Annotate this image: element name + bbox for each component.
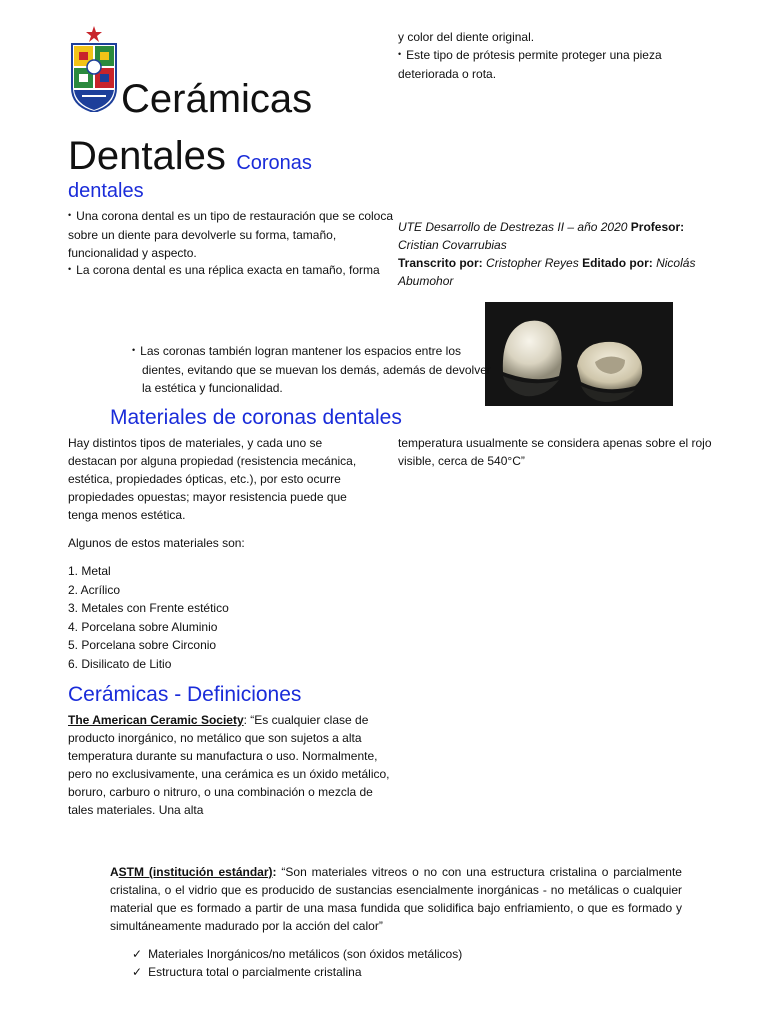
credit-edit: Nicolás Abumohor — [398, 256, 696, 288]
materials-paragraph: Hay distintos tipos de materiales, y cada uno se destacan por alguna propiedad (resistencia mecánica, estética, propiedades ópticas, etc.), por esto ocurre propiedades opuestas; mayor resistencia puede que tenga menos estética. — [68, 436, 357, 522]
astm-label: STM (institución estándar) — [118, 865, 273, 879]
intro-bullet-1: • Una corona dental es un tipo de restauración que se coloca sobre un diente para devolverle su forma, tamaño, funcionalidad y aspecto. — [68, 207, 396, 262]
definition-checklist — [132, 945, 462, 981]
materials-item: 2. Acrílico — [68, 582, 121, 597]
materials-item: 1. Metal — [68, 564, 111, 578]
credit-course: UTE Desarrollo de Destrezas II – año 2020 — [398, 220, 628, 234]
title-line1: Cerámicas — [121, 77, 313, 121]
materials-item: 4. Porcelana sobre Aluminio — [68, 619, 218, 634]
title-line2 — [68, 133, 312, 179]
credit-trans: Cristopher Reyes — [486, 256, 579, 270]
credit-edit-label: Editado por: — [582, 256, 653, 270]
astm-colon: : — [272, 865, 277, 879]
right-bullet-3: • Este tipo de prótesis permite proteger una pieza deteriorada o rota. — [398, 46, 698, 83]
acs-definition — [68, 711, 390, 819]
spaces-bullet-text: • Las coronas también logran mantener los espacios entre los dientes, evitando que se muevan los demás, además de devolver la estética y funcionalidad. — [132, 344, 491, 395]
subtitle-dentales: dentales — [68, 180, 144, 202]
subtitle-coronas: Coronas — [236, 152, 312, 174]
acs-label: The American Ceramic Society — [68, 713, 244, 727]
intro-bullet-2: • La corona dental es una réplica exacta en tamaño, forma — [68, 261, 398, 280]
astm-text: “Son materiales vitreos o no con una estructura cristalina o parcialmente cristalina, o el vidrio que es producido de sustancias esencialmente inorgánicas - no metálicas o cualquier material que es formado a partir de una masa fundida que solidifica bajo enfriamiento, o que es formado y simultáneamente madurado por la acción del calor” — [110, 865, 682, 933]
spaces-bullet — [132, 342, 494, 397]
credit-trans-label: Transcrito por: — [398, 256, 483, 270]
materials-item: 6. Disilicato de Litio — [68, 656, 172, 671]
acs-text: : “Es cualquier clase de producto inorgánico, no metálico que son sujetos a alta temperatura durante su manufactura o uso. Normalmente, pero no exclusivamente, una cerámica es un óxido metálico, boruro, carburo o nitruro, o una combinación o mezcla de tales materiales. Una alta — [68, 713, 390, 817]
title-dentales: Dentales — [68, 134, 226, 178]
materials-item: 5. Porcelana sobre Circonio — [68, 638, 217, 652]
check-item: ✓ Estructura total o parcialmente cristalina — [132, 963, 462, 981]
check-item: ✓ Materiales Inorgánicos/no metálicos (son óxidos metálicos) — [132, 945, 462, 963]
university-crest-logo — [66, 26, 122, 112]
right-temperature-text: temperatura usualmente se considera apenas sobre el rojo visible, cerca de 540°C” — [398, 436, 712, 468]
astm-initial: A — [110, 865, 119, 879]
astm-definition — [110, 863, 682, 935]
credit-prof-label: Profesor: — [630, 220, 685, 234]
definitions-heading: Cerámicas - Definiciones — [68, 683, 302, 706]
materials-list-intro: Algunos de estos materiales son: — [68, 536, 245, 550]
materials-list — [68, 562, 229, 673]
credits-block — [398, 218, 708, 290]
materials-item: 3. Metales con Frente estético — [68, 601, 229, 615]
dental-crowns-photo — [485, 302, 673, 406]
credit-prof: Cristian Covarrubias — [398, 238, 507, 252]
materials-heading: Materiales de coronas dentales — [110, 406, 402, 429]
right-continuation: y color del diente original. — [398, 30, 535, 44]
